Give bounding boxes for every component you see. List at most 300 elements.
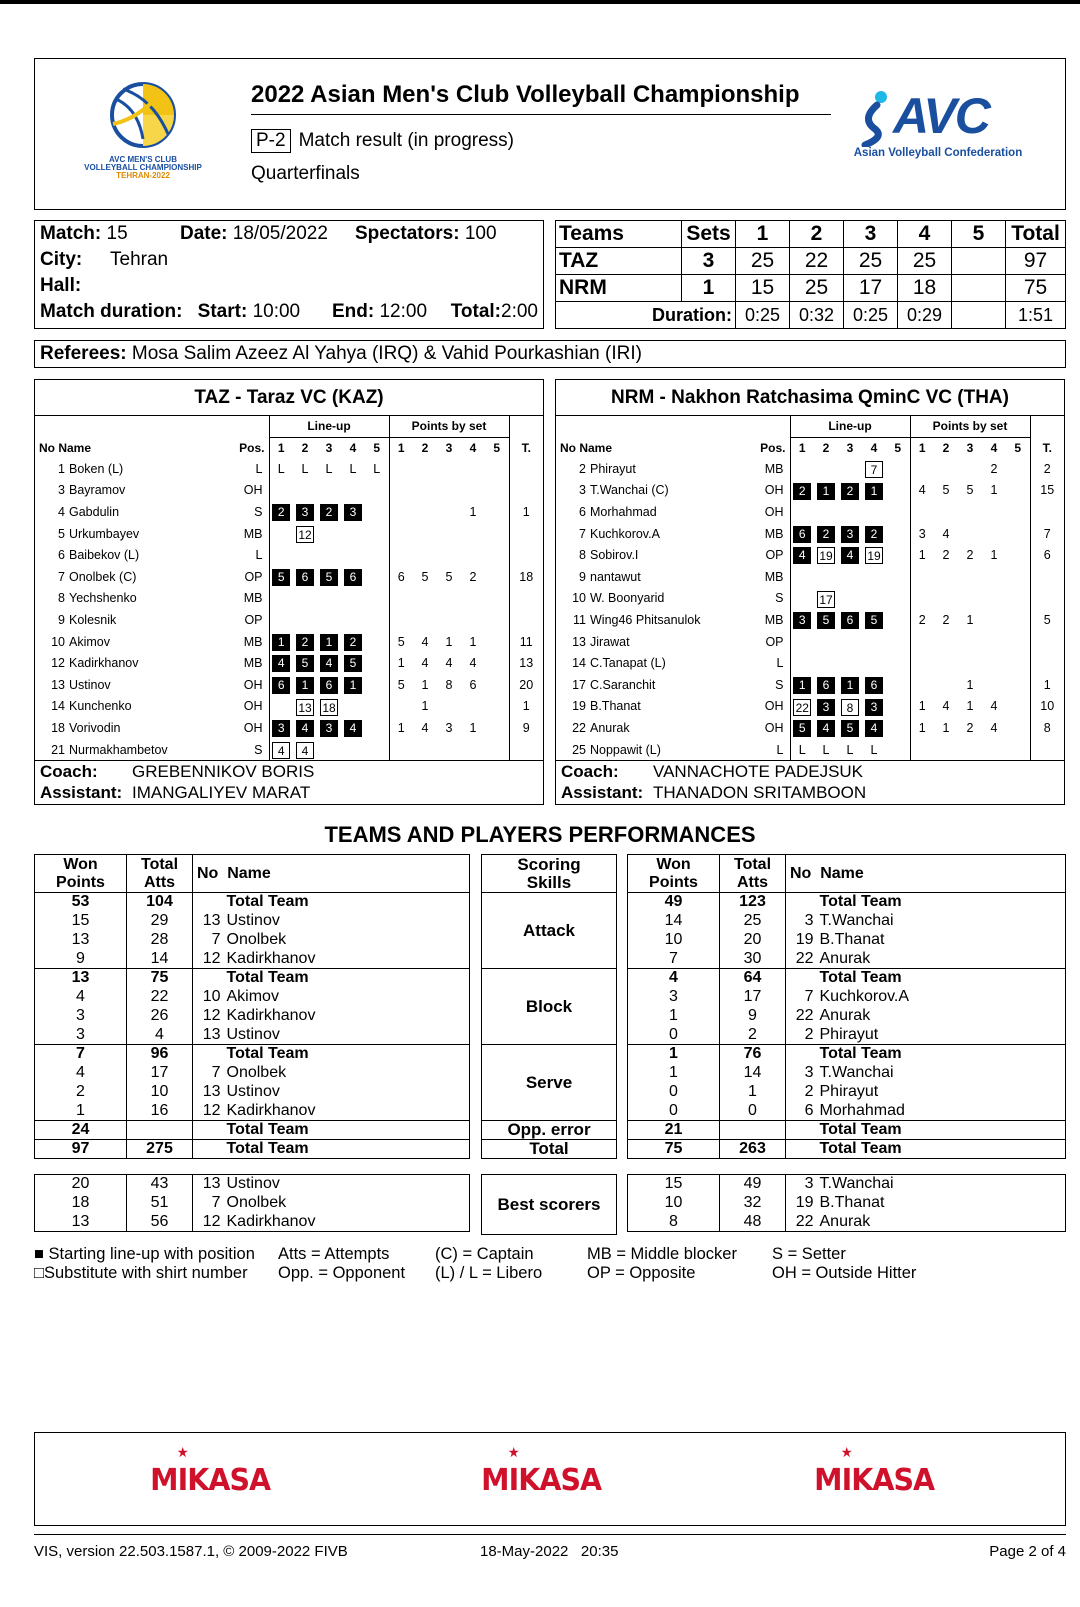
mikasa-logo: ★ MIKASA xyxy=(481,1445,602,1498)
set-points xyxy=(934,674,958,696)
won-points: 3 xyxy=(76,1025,85,1043)
set-points xyxy=(413,739,437,761)
assistant-line xyxy=(35,782,543,803)
player-number: 19 xyxy=(786,1194,816,1213)
page-footer xyxy=(34,1534,1066,1560)
player-number: 17 xyxy=(572,677,586,692)
points-by-set-header: Points by set xyxy=(910,416,1030,437)
set-points xyxy=(437,696,461,718)
player-name: W. Boonyarid xyxy=(590,591,665,606)
right-best-box xyxy=(627,1174,1066,1235)
perf-row xyxy=(35,1045,470,1064)
lineup-cell xyxy=(814,652,838,674)
best-scorer-row xyxy=(35,1175,470,1194)
legend-opp: Opp. = Opponent xyxy=(278,1264,406,1282)
libero-mark: L xyxy=(798,742,806,757)
won-points: 75 xyxy=(628,1140,720,1159)
set-points xyxy=(1006,739,1030,761)
lineup-cell xyxy=(365,717,389,739)
player-number xyxy=(786,1140,816,1159)
legend-oh: OH = Outside Hitter xyxy=(772,1264,917,1282)
set-points xyxy=(910,652,934,674)
won-points: 21 xyxy=(628,1121,720,1140)
set-points: 5 xyxy=(966,483,974,498)
set-points xyxy=(934,631,958,653)
player-number: 14 xyxy=(51,699,65,714)
won-points: 2 xyxy=(76,1083,85,1100)
end-time: 12:00 xyxy=(379,301,428,322)
player-name: Bayramov xyxy=(69,483,126,498)
player-name: Onolbek xyxy=(226,1194,287,1211)
won-points: 1 xyxy=(669,1064,678,1081)
set-points xyxy=(461,609,485,631)
starting-position: 1 xyxy=(841,677,859,694)
lineup-cell xyxy=(790,674,814,696)
set-points xyxy=(413,501,437,523)
skills-column xyxy=(481,854,617,1164)
lineup-cell xyxy=(862,652,886,674)
set-points xyxy=(485,609,509,631)
lineup-cell xyxy=(269,566,293,588)
starting-position: 3 xyxy=(865,699,883,716)
skills-header-row xyxy=(482,855,617,893)
skill-row xyxy=(482,969,617,1045)
lineup-cell xyxy=(790,458,814,480)
starting-position: 1 xyxy=(320,634,338,651)
best-scorer-row xyxy=(628,1213,1066,1232)
player-name: Baibekov (L) xyxy=(69,548,140,563)
lineup-cell xyxy=(862,458,886,480)
set-points: 1 xyxy=(942,720,950,735)
sponsor-footer xyxy=(34,1432,1066,1526)
right-best-scorers xyxy=(627,1174,1066,1232)
won-points: 1 xyxy=(628,1045,720,1064)
set-points xyxy=(461,480,485,502)
won-points: 0 xyxy=(669,1025,678,1043)
total-points xyxy=(1030,501,1064,523)
total-time-label: Total: xyxy=(450,301,502,322)
set-points xyxy=(485,458,509,480)
set-points xyxy=(1006,717,1030,739)
set-points xyxy=(389,588,413,610)
player-name: T.Wanchai xyxy=(819,1064,894,1081)
star-icon: ★ xyxy=(840,1445,852,1461)
lineup-cell xyxy=(814,501,838,523)
player-number: 8 xyxy=(58,591,65,606)
set-duration: 0:29 xyxy=(898,302,952,329)
skill-block: Block xyxy=(482,969,617,1045)
player-position: L xyxy=(776,656,784,671)
lineup-set-header: 2 xyxy=(822,440,830,455)
starting-position: 2 xyxy=(296,634,314,651)
set-points xyxy=(958,501,982,523)
lineup-cell xyxy=(365,566,389,588)
set-duration: 0:25 xyxy=(844,302,898,329)
lineup-cell xyxy=(838,458,862,480)
total-atts: 17 xyxy=(127,1064,193,1083)
lineup-cell xyxy=(293,566,317,588)
set-points xyxy=(910,631,934,653)
lineup-cell xyxy=(365,609,389,631)
lineup-cell xyxy=(341,674,365,696)
doc-code: P-2 xyxy=(251,129,291,153)
starting-position: 3 xyxy=(296,504,314,521)
lineup-cell xyxy=(838,717,862,739)
set-points: 5 xyxy=(389,674,413,696)
total-points: 7 xyxy=(1030,523,1064,545)
set-points xyxy=(982,739,1006,761)
set-points xyxy=(437,588,461,610)
player-number: 13 xyxy=(51,677,65,692)
team-title: NRM - Nakhon Ratchasima QminC VC (THA) xyxy=(556,380,1064,416)
player-row xyxy=(556,501,1064,523)
total-atts-header: Total Atts xyxy=(127,855,193,893)
lineup-cell xyxy=(862,717,886,739)
total-points xyxy=(1030,652,1064,674)
player-position: S xyxy=(775,591,784,606)
won-points: 24 xyxy=(35,1121,127,1140)
total-atts xyxy=(127,1121,193,1140)
lineup-header: Line-up xyxy=(790,416,910,437)
starting-position: 3 xyxy=(344,504,362,521)
pos-header: Pos. xyxy=(760,440,786,455)
lineup-cell xyxy=(886,696,910,718)
player-number: 22 xyxy=(572,720,586,735)
total-atts: 17 xyxy=(720,988,786,1007)
total-label: Total xyxy=(482,1140,617,1159)
set-points xyxy=(389,739,413,761)
player-name: Boken (L) xyxy=(69,461,124,476)
set-points xyxy=(958,631,982,653)
assistant-name: IMANGALIYEV MARAT xyxy=(132,783,311,803)
total-score: 97 xyxy=(1006,248,1066,275)
star-icon: ★ xyxy=(176,1445,188,1461)
best-scorers-label: Best scorers xyxy=(481,1174,617,1235)
set-points xyxy=(934,458,958,480)
total-atts: 104 xyxy=(127,893,193,912)
set-points: 2 xyxy=(990,461,998,476)
player-number: 3 xyxy=(786,1175,816,1194)
lineup-cell xyxy=(341,696,365,718)
points-set-header: 5 xyxy=(1014,440,1022,455)
lineup-cell xyxy=(269,609,293,631)
player-position: OP xyxy=(765,548,784,563)
starting-position: 6 xyxy=(841,612,859,629)
player-row xyxy=(35,717,543,739)
set-points xyxy=(910,588,934,610)
legend-captain: (C) = Captain xyxy=(435,1245,534,1263)
set-points xyxy=(982,631,1006,653)
starting-position: 6 xyxy=(320,677,338,694)
total-atts: 76 xyxy=(720,1045,786,1064)
player-name: Onolbek (C) xyxy=(69,569,137,584)
perf-row xyxy=(628,1140,1066,1159)
lineup-cell xyxy=(886,609,910,631)
points-set-header: 3 xyxy=(966,440,974,455)
perf-row xyxy=(628,1064,1066,1083)
end-label: End: xyxy=(331,301,375,322)
total-points xyxy=(509,480,543,502)
perf-row xyxy=(628,1007,1066,1026)
lineup-cell xyxy=(886,458,910,480)
lineup-cell xyxy=(317,588,341,610)
total-points: 1 xyxy=(509,696,543,718)
won-points: 1 xyxy=(76,1101,85,1119)
player-row xyxy=(35,480,543,502)
match-info xyxy=(34,220,544,329)
start-label: Start: xyxy=(197,301,248,322)
lineup-cell xyxy=(862,588,886,610)
total-atts: 48 xyxy=(720,1213,786,1232)
libero-mark: L xyxy=(349,461,357,476)
total-points: 1 xyxy=(509,501,543,523)
set-points xyxy=(910,458,934,480)
player-number xyxy=(786,1045,816,1064)
lineup-cell xyxy=(341,609,365,631)
lineup-cell xyxy=(886,523,910,545)
set-duration: 0:25 xyxy=(736,302,790,329)
perf-row xyxy=(35,1064,470,1083)
mikasa-logo: ★ MIKASA xyxy=(150,1445,271,1498)
set-points: 4 xyxy=(421,720,429,735)
won-points: 7 xyxy=(35,1045,127,1064)
lineup-cell xyxy=(862,544,886,566)
libero-mark: L xyxy=(870,742,878,757)
player-name: C.Saranchit xyxy=(590,677,656,692)
perf-row xyxy=(35,912,470,931)
player-row xyxy=(35,566,543,588)
total-atts: 123 xyxy=(720,893,786,912)
lineup-cell xyxy=(838,652,862,674)
perf-row xyxy=(628,1121,1066,1140)
total-atts: 22 xyxy=(127,988,193,1007)
set-points: 1 xyxy=(469,634,477,649)
lineup-cell xyxy=(886,631,910,653)
lineup-cell xyxy=(317,739,341,761)
total-header: T. xyxy=(1030,437,1064,458)
total-atts: 2 xyxy=(720,1026,786,1045)
sets-header: Sets xyxy=(682,221,736,248)
lineup-cell xyxy=(790,652,814,674)
set-points: 1 xyxy=(910,696,934,718)
team-code: TAZ xyxy=(556,248,682,275)
perf-row xyxy=(628,969,1066,988)
set-points xyxy=(437,501,461,523)
lineup-set-header: 1 xyxy=(790,437,814,458)
player-name: Kuchkorov.A xyxy=(590,526,660,541)
lineup-cell xyxy=(814,588,838,610)
total-atts: 30 xyxy=(720,950,786,969)
perf-row xyxy=(628,1083,1066,1102)
player-number: 5 xyxy=(58,526,65,541)
player-number: 3 xyxy=(786,912,816,931)
player-number: 4 xyxy=(58,504,65,519)
set-points: 1 xyxy=(990,548,998,563)
perf-row xyxy=(35,1083,470,1102)
set-points xyxy=(1006,696,1030,718)
starting-position: 2 xyxy=(817,526,835,543)
player-name: C.Tanapat (L) xyxy=(590,656,666,671)
lineup-cell xyxy=(269,739,293,761)
lineup-set-header: 5 xyxy=(894,440,902,455)
set-points xyxy=(389,696,413,718)
match-date: 18/05/2022 xyxy=(232,223,328,244)
lineup-cell xyxy=(365,696,389,718)
starting-position: 3 xyxy=(793,612,811,629)
team-total-label: Total Team xyxy=(816,969,1066,988)
player-row xyxy=(556,458,1064,480)
player-name: Kadirkhanov xyxy=(226,1007,316,1024)
total-points: 5 xyxy=(1030,609,1064,631)
lineup-cell xyxy=(838,739,862,761)
lineup-cell xyxy=(317,544,341,566)
player-name: B.Thanat xyxy=(819,931,885,948)
won-points: 15 xyxy=(664,1175,683,1193)
performances-title: TEAMS AND PLAYERS PERFORMANCES xyxy=(324,822,756,847)
page-number: Page 2 of 4 xyxy=(989,1543,1066,1560)
coach-name: VANNACHOTE PADEJSUK xyxy=(653,762,864,782)
lineup-cell xyxy=(790,501,814,523)
lineup-cell xyxy=(838,674,862,696)
total-atts: 0 xyxy=(720,1102,786,1121)
lineup-cell xyxy=(341,652,365,674)
team-total-label: Total Team xyxy=(223,1045,470,1064)
starting-position: 5 xyxy=(865,612,883,629)
player-number: 21 xyxy=(51,742,65,757)
player-row xyxy=(556,566,1064,588)
set-points xyxy=(1006,631,1030,653)
set-points: 4 xyxy=(421,634,429,649)
points-set-header: 1 xyxy=(389,437,413,458)
lineup-cell xyxy=(269,696,293,718)
set-points xyxy=(1006,674,1030,696)
player-number: 19 xyxy=(572,699,586,714)
team-roster-taz xyxy=(34,379,544,805)
set-points: 1 xyxy=(966,699,974,714)
substitute-number: 4 xyxy=(296,742,314,759)
player-row xyxy=(556,696,1064,718)
points-set-header: 5 xyxy=(493,440,501,455)
player-name: Noppawit (L) xyxy=(590,742,661,757)
lineup-cell xyxy=(341,631,365,653)
starting-position: 5 xyxy=(344,655,362,672)
player-number: 22 xyxy=(786,1007,816,1026)
sets-won: 3 xyxy=(682,248,736,275)
blank-cell xyxy=(35,416,269,437)
starting-position: 4 xyxy=(817,720,835,737)
substitute-number: 8 xyxy=(841,699,859,716)
set-points xyxy=(485,652,509,674)
player-number: 13 xyxy=(193,1026,223,1045)
skills-table xyxy=(481,854,617,1159)
starting-position: 5 xyxy=(296,655,314,672)
lineup-cell xyxy=(790,480,814,502)
total-atts: 43 xyxy=(127,1175,193,1194)
set-points: 4 xyxy=(990,699,998,714)
lineup-cell xyxy=(365,674,389,696)
starting-position: 5 xyxy=(793,720,811,737)
roster-group-header xyxy=(556,416,1064,437)
skill-row xyxy=(482,1140,617,1159)
set-points: 1 xyxy=(966,612,974,627)
starting-position: 6 xyxy=(296,569,314,586)
lineup-cell xyxy=(862,480,886,502)
perf-row xyxy=(35,950,470,969)
set4-header: 4 xyxy=(898,221,952,248)
player-name: Kadirkhanov xyxy=(69,656,139,671)
points-set-header: 3 xyxy=(445,440,453,455)
set-points: 4 xyxy=(469,656,477,671)
team-total-label: Total Team xyxy=(816,1140,1066,1159)
lineup-cell xyxy=(293,523,317,545)
roster-group-header xyxy=(35,416,543,437)
player-name: Kolesnik xyxy=(69,612,117,627)
lineup-cell xyxy=(269,674,293,696)
set-points: 2 xyxy=(966,720,974,735)
lineup-cell xyxy=(317,717,341,739)
set-points xyxy=(437,739,461,761)
sets-header-row xyxy=(556,221,1066,248)
player-row xyxy=(556,544,1064,566)
total-atts: 96 xyxy=(127,1045,193,1064)
no-name-header: No Name xyxy=(39,440,92,455)
durations-row xyxy=(556,302,1066,329)
left-performance-table xyxy=(34,854,470,1159)
perf-row xyxy=(35,969,470,988)
total-atts: 29 xyxy=(127,912,193,931)
referees-names: Mosa Salim Azeez Al Yahya (IRQ) & Vahid Pourkashian (IRI) xyxy=(131,343,642,364)
player-name: Morhahmad xyxy=(819,1101,905,1119)
player-position: MB xyxy=(764,612,784,627)
player-number: 6 xyxy=(58,548,65,563)
player-name: B.Thanat xyxy=(590,699,641,714)
player-position: MB xyxy=(764,569,784,584)
set-points xyxy=(934,501,958,523)
set-score: 25 xyxy=(898,248,952,275)
player-name: B.Thanat xyxy=(819,1194,885,1211)
player-row xyxy=(556,674,1064,696)
starting-position: 1 xyxy=(793,677,811,694)
coach-label: Coach: xyxy=(561,762,619,782)
libero-mark: L xyxy=(325,461,333,476)
lineup-cell xyxy=(269,480,293,502)
roster-table xyxy=(35,416,543,760)
player-position: MB xyxy=(764,526,784,541)
player-number: 6 xyxy=(579,504,586,519)
player-number: 9 xyxy=(58,612,65,627)
perf-row xyxy=(628,950,1066,969)
lineup-cell xyxy=(293,717,317,739)
total-points xyxy=(509,458,543,480)
lineup-cell xyxy=(269,523,293,545)
total-atts: 4 xyxy=(127,1026,193,1045)
set-points: 5 xyxy=(445,569,453,584)
player-number xyxy=(786,893,816,912)
starting-position: 3 xyxy=(272,720,290,737)
player-position: L xyxy=(255,461,263,476)
total-points xyxy=(1030,588,1064,610)
lineup-set-header: 4 xyxy=(349,440,357,455)
set-duration-label: Duration: xyxy=(556,302,736,329)
lineup-cell xyxy=(269,652,293,674)
set-points xyxy=(413,523,437,545)
points-set-header: 4 xyxy=(469,440,477,455)
won-points: 49 xyxy=(628,893,720,912)
total-points: 20 xyxy=(509,674,543,696)
avc-figure-icon xyxy=(855,89,895,147)
lineup-cell xyxy=(886,544,910,566)
points-set-header: 1 xyxy=(910,437,934,458)
